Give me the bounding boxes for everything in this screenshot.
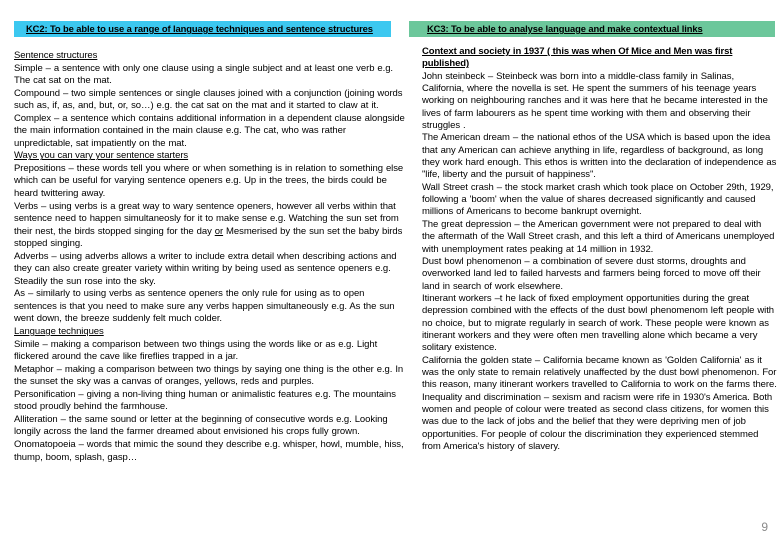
para-onomatopoeia: Onomatopoeia – words that mimic the sound they describe e.g. whisper, howl, mumble, hiss, thump, boom, splash, gasp… [14, 438, 404, 463]
heading-context-society: Context and society in 1937 ( this was when Of Mice and Men was first published) [422, 46, 733, 70]
para-complex: Complex – a sentence which contains additional information in a dependent clause alongside the main information contained in the main clause e.g. The cat, who was rather unpredictable, sat impatiently on the mat. [14, 112, 405, 149]
para-dust-bowl: Dust bowl phenomenon – a combination of severe dust storms, droughts and overworked land led to failed harvests and farmers being forced to move off their land in search of work elsewhere. [422, 255, 761, 292]
para-adverbs: Adverbs – using adverbs allows a writer to include extra detail when describing actions and they can also create greater variety within writing by being used as sentence openers e.g. Steadily the sun rose into the sky. [14, 250, 397, 287]
banner-kc2 [14, 21, 391, 37]
left-content-column [14, 50, 406, 464]
para-wall-street-crash: Wall Street crash – the stock market crash which took place on October 29th, 1929, following a 'boom' when the value of shares decreased significantly and caused millions of Americans to become bankrupt overnight. [422, 181, 774, 218]
para-simple: Simple – a sentence with only one clause using a single subject and at least one verb e.g. The cat sat on the mat. [14, 62, 393, 87]
para-great-depression: The great depression – the American government were not prepared to deal with the aftermath of the Wall Street crash, and this left a third of Americans unemployed with unemployment rates peaking at 14 million in 1932. [422, 218, 775, 255]
para-verbs-or: or [214, 225, 224, 237]
heading-sentence-structures: Sentence structures [14, 50, 98, 61]
banner-kc3-text: KC3: To be able to analyse language and make contextual links [427, 23, 703, 34]
right-content-column [409, 46, 777, 453]
para-personification: Personification – giving a non-living thing human or animalistic features e.g. The mountains stood proudly behind the farmhouse. [14, 388, 396, 413]
heading-sentence-starters: Ways you can vary your sentence starters [14, 150, 189, 162]
para-verbs-part1: Verbs – using verbs is a great way to wary sentence openers, however all verbs within that sentence need to happen simultaneosly for it to make sense e.g. Watching the sun set from their nest, the birds stopped singing for the day [14, 200, 399, 237]
para-itinerant-workers: Itinerant workers –t he lack of fixed employment opportunities during the great depression combined with the effects of the dust bowl phenomenom left people with no choice, but to migrate regularly in search of work. These people were known as itinerant workers and they were often men travelling alone which became a very solitary existence. [422, 292, 775, 354]
para-prepositions: Prepositions – these words tell you where or when something is in relation to something else which can be useful for varying sentence openers e.g. Up in the trees, the birds could be heard twittering away. [14, 162, 404, 200]
para-american-dream: The American dream – the national ethos of the USA which is based upon the idea that any American can achieve anything in life, regardless of background, as long they work hard enough. This ethos is written into the declaration of independence as "life, liberty and the pursuit of happiness". [422, 132, 777, 181]
para-california-golden-state: California the golden state – California became known as 'Golden California' as it was the only state to remain relatively unaffected by the dust bowl phenomenon. For this reason, many itinerant workers travelled to California to work on the farms there. [422, 354, 777, 391]
banner-kc2-text: KC2: To be able to use a range of language techniques and sentence structures [26, 23, 373, 34]
page-number: 9 [761, 520, 768, 534]
heading-language-techniques: Language techniques [14, 326, 104, 338]
para-steinbeck: John steinbeck – Steinbeck was born into a middle-class family in Salinas, California, where the novella is set. He spent the summers of his teenage years working on neighbouring ranches and it was here that he became interested in the lives of farm labourers as he spent time working with them and observing their struggles . [422, 70, 768, 132]
para-verbs [14, 201, 406, 251]
para-metaphor: Metaphor – making a comparison between two things by saying one thing is the other e.g. In the sunset the sky was a canvas of oranges, yellows, reds and purples. [14, 363, 404, 388]
para-verbs-part2: Mesmerised by the sun set the baby birds stopped singing. [14, 225, 403, 250]
para-compound: Compound – two simple sentences or single clauses joined with a conjunction (joining words such as, if, as, and, but, or, so…) e.g. the cat sat on the mat and it started to claw at it. [14, 87, 403, 112]
para-alliteration: Alliteration – the same sound or letter at the beginning of consecutive words e.g. Looking longily across the land the farmer dreamed about envisioned his crops fully grown. [14, 413, 388, 438]
banner-kc3 [409, 21, 775, 37]
para-as: As – similarly to using verbs as sentence openers the only rule for using as to open sentences is that you need to make sure any verbs happen simultaneously e.g. As the sun went down, the breeze suddenly felt much colder. [14, 288, 395, 325]
para-simile: Simile – making a comparison between two things using the words like or as e.g. Light flickered around the cave like fireflies trapped in a jar. [14, 338, 378, 363]
para-inequality-discrimination: Inequality and discrimination – sexism and racism were rife in 1930's America. Both women and people of colour were treated as second class citizens, for women this was due to the lack of jobs and the belief that they were depriving men of job opportunities. For people of colour the discrimination they experienced stemmed from America's history of slavery. [422, 391, 773, 452]
